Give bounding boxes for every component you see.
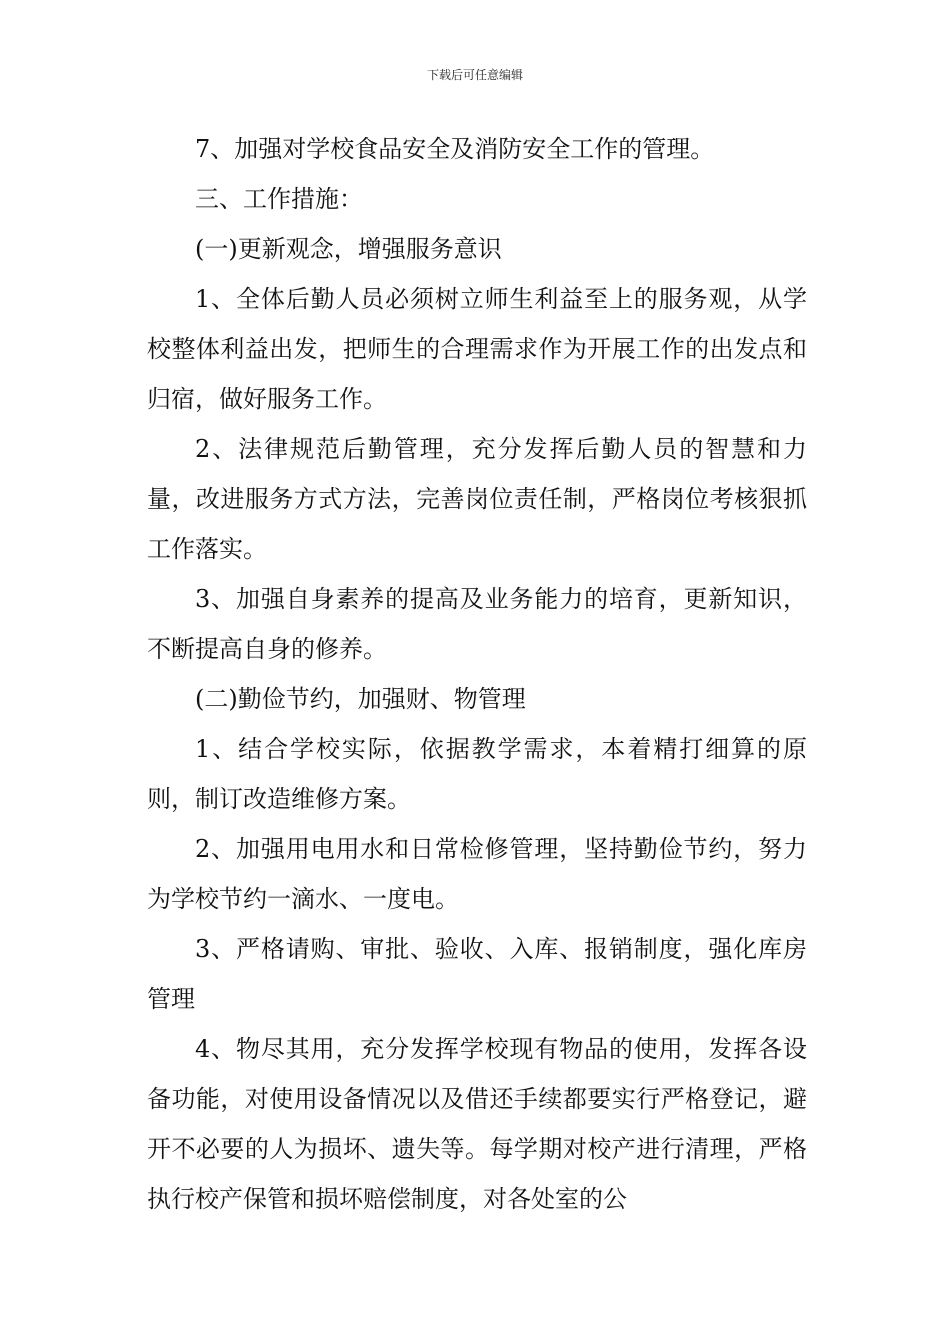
paragraph-item-2b: 2、加强用电用水和日常检修管理，坚持勤俭节约，努力为学校节约一滴水、一度电。 [147, 835, 807, 913]
paragraph-item-4b: 4、物尽其用，充分发挥学校现有物品的使用，发挥各设备功能，对使用设备情况以及借还手续都要实行严格登记，避开不必要的人为损坏、遗失等。每学期对校产进行清理，严格执行校产保管和损坏赔偿制度，对各处室的公 [147, 1035, 807, 1213]
page-header-note: 下载后可任意编辑 [426, 68, 523, 82]
subsection-heading-1: (一)更新观念，增强服务意识 [195, 235, 502, 263]
section-heading-measures: 三、工作措施： [195, 185, 363, 213]
paragraph-item-1b: 1、结合学校实际，依据教学需求，本着精打细算的原则，制订改造维修方案。 [147, 735, 807, 813]
paragraph-item-2a: 2、法律规范后勤管理，充分发挥后勤人员的智慧和力量，改进服务方式方法，完善岗位责任制，严格岗位考核狠抓工作落实。 [147, 435, 807, 563]
subsection-heading-2: (二)勤俭节约，加强财、物管理 [195, 685, 526, 713]
paragraph-item-3a: 3、加强自身素养的提高及业务能力的培育，更新知识，不断提高自身的修养。 [147, 585, 807, 663]
paragraph-item-1a: 1、全体后勤人员必须树立师生利益至上的服务观，从学校整体利益出发，把师生的合理需求作为开展工作的出发点和归宿，做好服务工作。 [147, 285, 807, 413]
paragraph-item-7: 7、加强对学校食品安全及消防安全工作的管理。 [195, 135, 715, 163]
document-body [147, 124, 807, 1224]
paragraph-item-3b: 3、严格请购、审批、验收、入库、报销制度，强化库房管理 [147, 935, 807, 1013]
